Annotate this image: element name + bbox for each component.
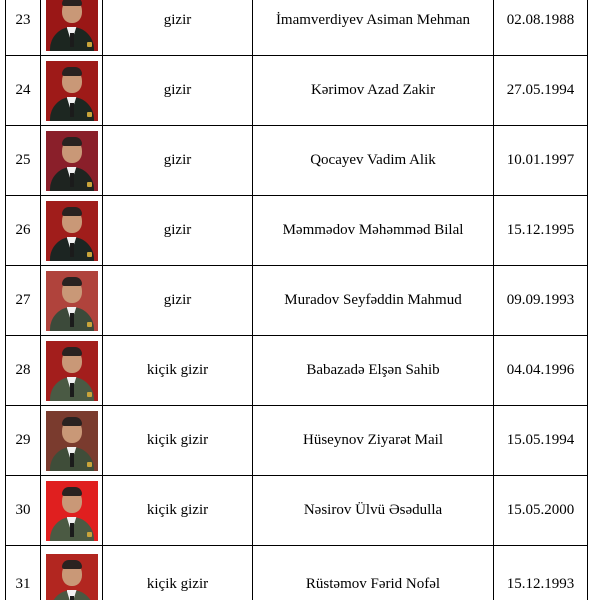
table-row [6,126,588,196]
personnel-table [5,0,588,600]
row-number: 24 [6,56,41,126]
rank-cell: gizir [103,56,253,126]
tie-shape [70,383,74,397]
tie-shape [70,313,74,327]
portrait-photo [46,411,98,471]
full-name-cell: Qocayev Vadim Alik [253,126,494,196]
birth-date-cell: 02.08.1988 [494,0,588,56]
hair-shape [62,277,82,286]
hair-shape [62,487,82,496]
table-row [6,406,588,476]
table-body [6,0,588,600]
full-name-cell: Nəsirov Ülvü Əsədulla [253,476,494,546]
insignia-icon [87,252,92,257]
rank-cell: gizir [103,0,253,56]
tie-shape [70,596,74,600]
tie-shape [70,173,74,187]
portrait-photo [46,131,98,191]
full-name-cell: Babazadə Elşən Sahib [253,336,494,406]
portrait-photo [46,201,98,261]
hair-shape [62,137,82,146]
row-number: 28 [6,336,41,406]
row-number: 25 [6,126,41,196]
full-name-cell: Hüseynov Ziyarət Mail [253,406,494,476]
hair-shape [62,560,82,569]
portrait-photo [46,481,98,541]
table-row [6,266,588,336]
insignia-icon [87,392,92,397]
rank-cell: gizir [103,266,253,336]
rank-cell: gizir [103,126,253,196]
table-row [6,196,588,266]
rank-cell: kiçik gizir [103,476,253,546]
full-name-cell: Muradov Seyfəddin Mahmud [253,266,494,336]
tie-shape [70,243,74,257]
birth-date-cell: 15.05.1994 [494,406,588,476]
birth-date-cell: 09.09.1993 [494,266,588,336]
insignia-icon [87,532,92,537]
full-name-cell: Rüstəmov Fərid Nofəl [253,546,494,600]
tie-shape [70,453,74,467]
portrait-photo [46,271,98,331]
hair-shape [62,0,82,6]
insignia-icon [87,112,92,117]
birth-date-cell: 15.12.1995 [494,196,588,266]
row-number: 31 [6,546,41,600]
hair-shape [62,207,82,216]
rank-cell: kiçik gizir [103,546,253,600]
birth-date-cell: 27.05.1994 [494,56,588,126]
tie-shape [70,33,74,47]
full-name-cell: Məmmədov Məhəmməd Bilal [253,196,494,266]
rank-cell: kiçik gizir [103,406,253,476]
hair-shape [62,417,82,426]
photo-cell [41,546,103,600]
table-row [6,336,588,406]
table-row [6,476,588,546]
rank-cell: gizir [103,196,253,266]
photo-cell [41,336,103,406]
photo-cell [41,406,103,476]
photo-cell [41,266,103,336]
full-name-cell: Kərimov Azad Zakir [253,56,494,126]
birth-date-cell: 10.01.1997 [494,126,588,196]
hair-shape [62,347,82,356]
row-number: 26 [6,196,41,266]
hair-shape [62,67,82,76]
full-name-cell: İmamverdiyev Asiman Mehman [253,0,494,56]
birth-date-cell: 15.05.2000 [494,476,588,546]
tie-shape [70,103,74,117]
insignia-icon [87,462,92,467]
insignia-icon [87,322,92,327]
portrait-photo [46,0,98,51]
portrait-photo [46,341,98,401]
rank-cell: kiçik gizir [103,336,253,406]
photo-cell [41,196,103,266]
insignia-icon [87,42,92,47]
photo-cell [41,56,103,126]
birth-date-cell: 04.04.1996 [494,336,588,406]
photo-cell [41,476,103,546]
portrait-photo [46,554,98,600]
table-row [6,0,588,56]
insignia-icon [87,182,92,187]
birth-date-cell: 15.12.1993 [494,546,588,600]
table-row [6,546,588,600]
tie-shape [70,523,74,537]
photo-cell [41,126,103,196]
photo-cell [41,0,103,56]
table-row [6,56,588,126]
row-number: 29 [6,406,41,476]
portrait-photo [46,61,98,121]
row-number: 23 [6,0,41,56]
row-number: 30 [6,476,41,546]
row-number: 27 [6,266,41,336]
